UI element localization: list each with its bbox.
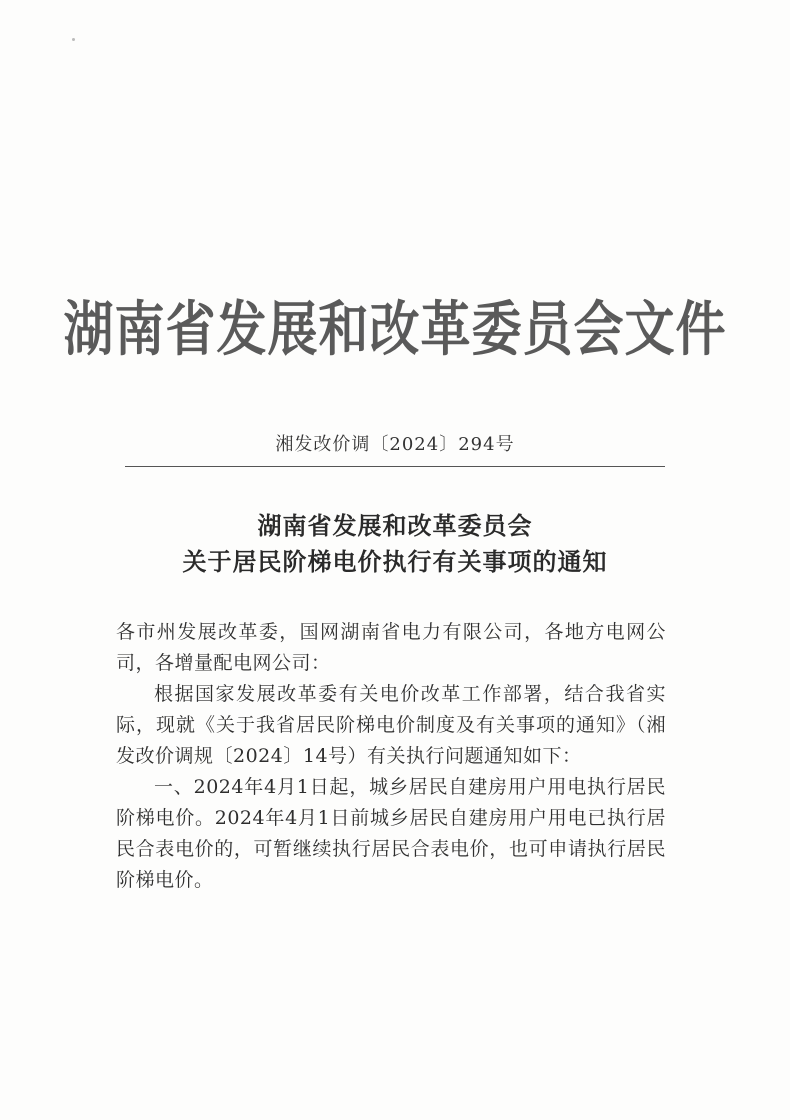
addressee: 各市州发展改革委，国网湖南省电力有限公司，各地方电网公司，各增量配电网公司： (116, 621, 666, 674)
notice-title-line2: 关于居民阶梯电价执行有关事项的通知 (182, 547, 608, 576)
document-number: 湘发改价调〔2024〕294号 (275, 434, 515, 455)
document-header: 湖南省发展和改革委员会文件 (63, 294, 727, 364)
notice-title-line1: 湖南省发展和改革委员会 (257, 511, 533, 540)
paragraph-item-1: 一、2024年4月1日起，城乡居民自建房用户用电执行居民阶梯电价。2024年4月1日前城乡居民自建房用户用电已执行居民合表电价的，可暂继续执行居民合表电价，也可申请执行居民阶梯电价。 (116, 776, 666, 891)
paragraph-intro: 根据国家发展改革委有关电价改革工作部署，结合我省实际，现就《关于我省居民阶梯电价制度及有关事项的通知》（湘发改价调规〔2024〕14号）有关执行问题通知如下： (116, 683, 666, 767)
document-body (116, 617, 666, 896)
header-divider (125, 466, 665, 467)
scan-speck (72, 38, 75, 41)
